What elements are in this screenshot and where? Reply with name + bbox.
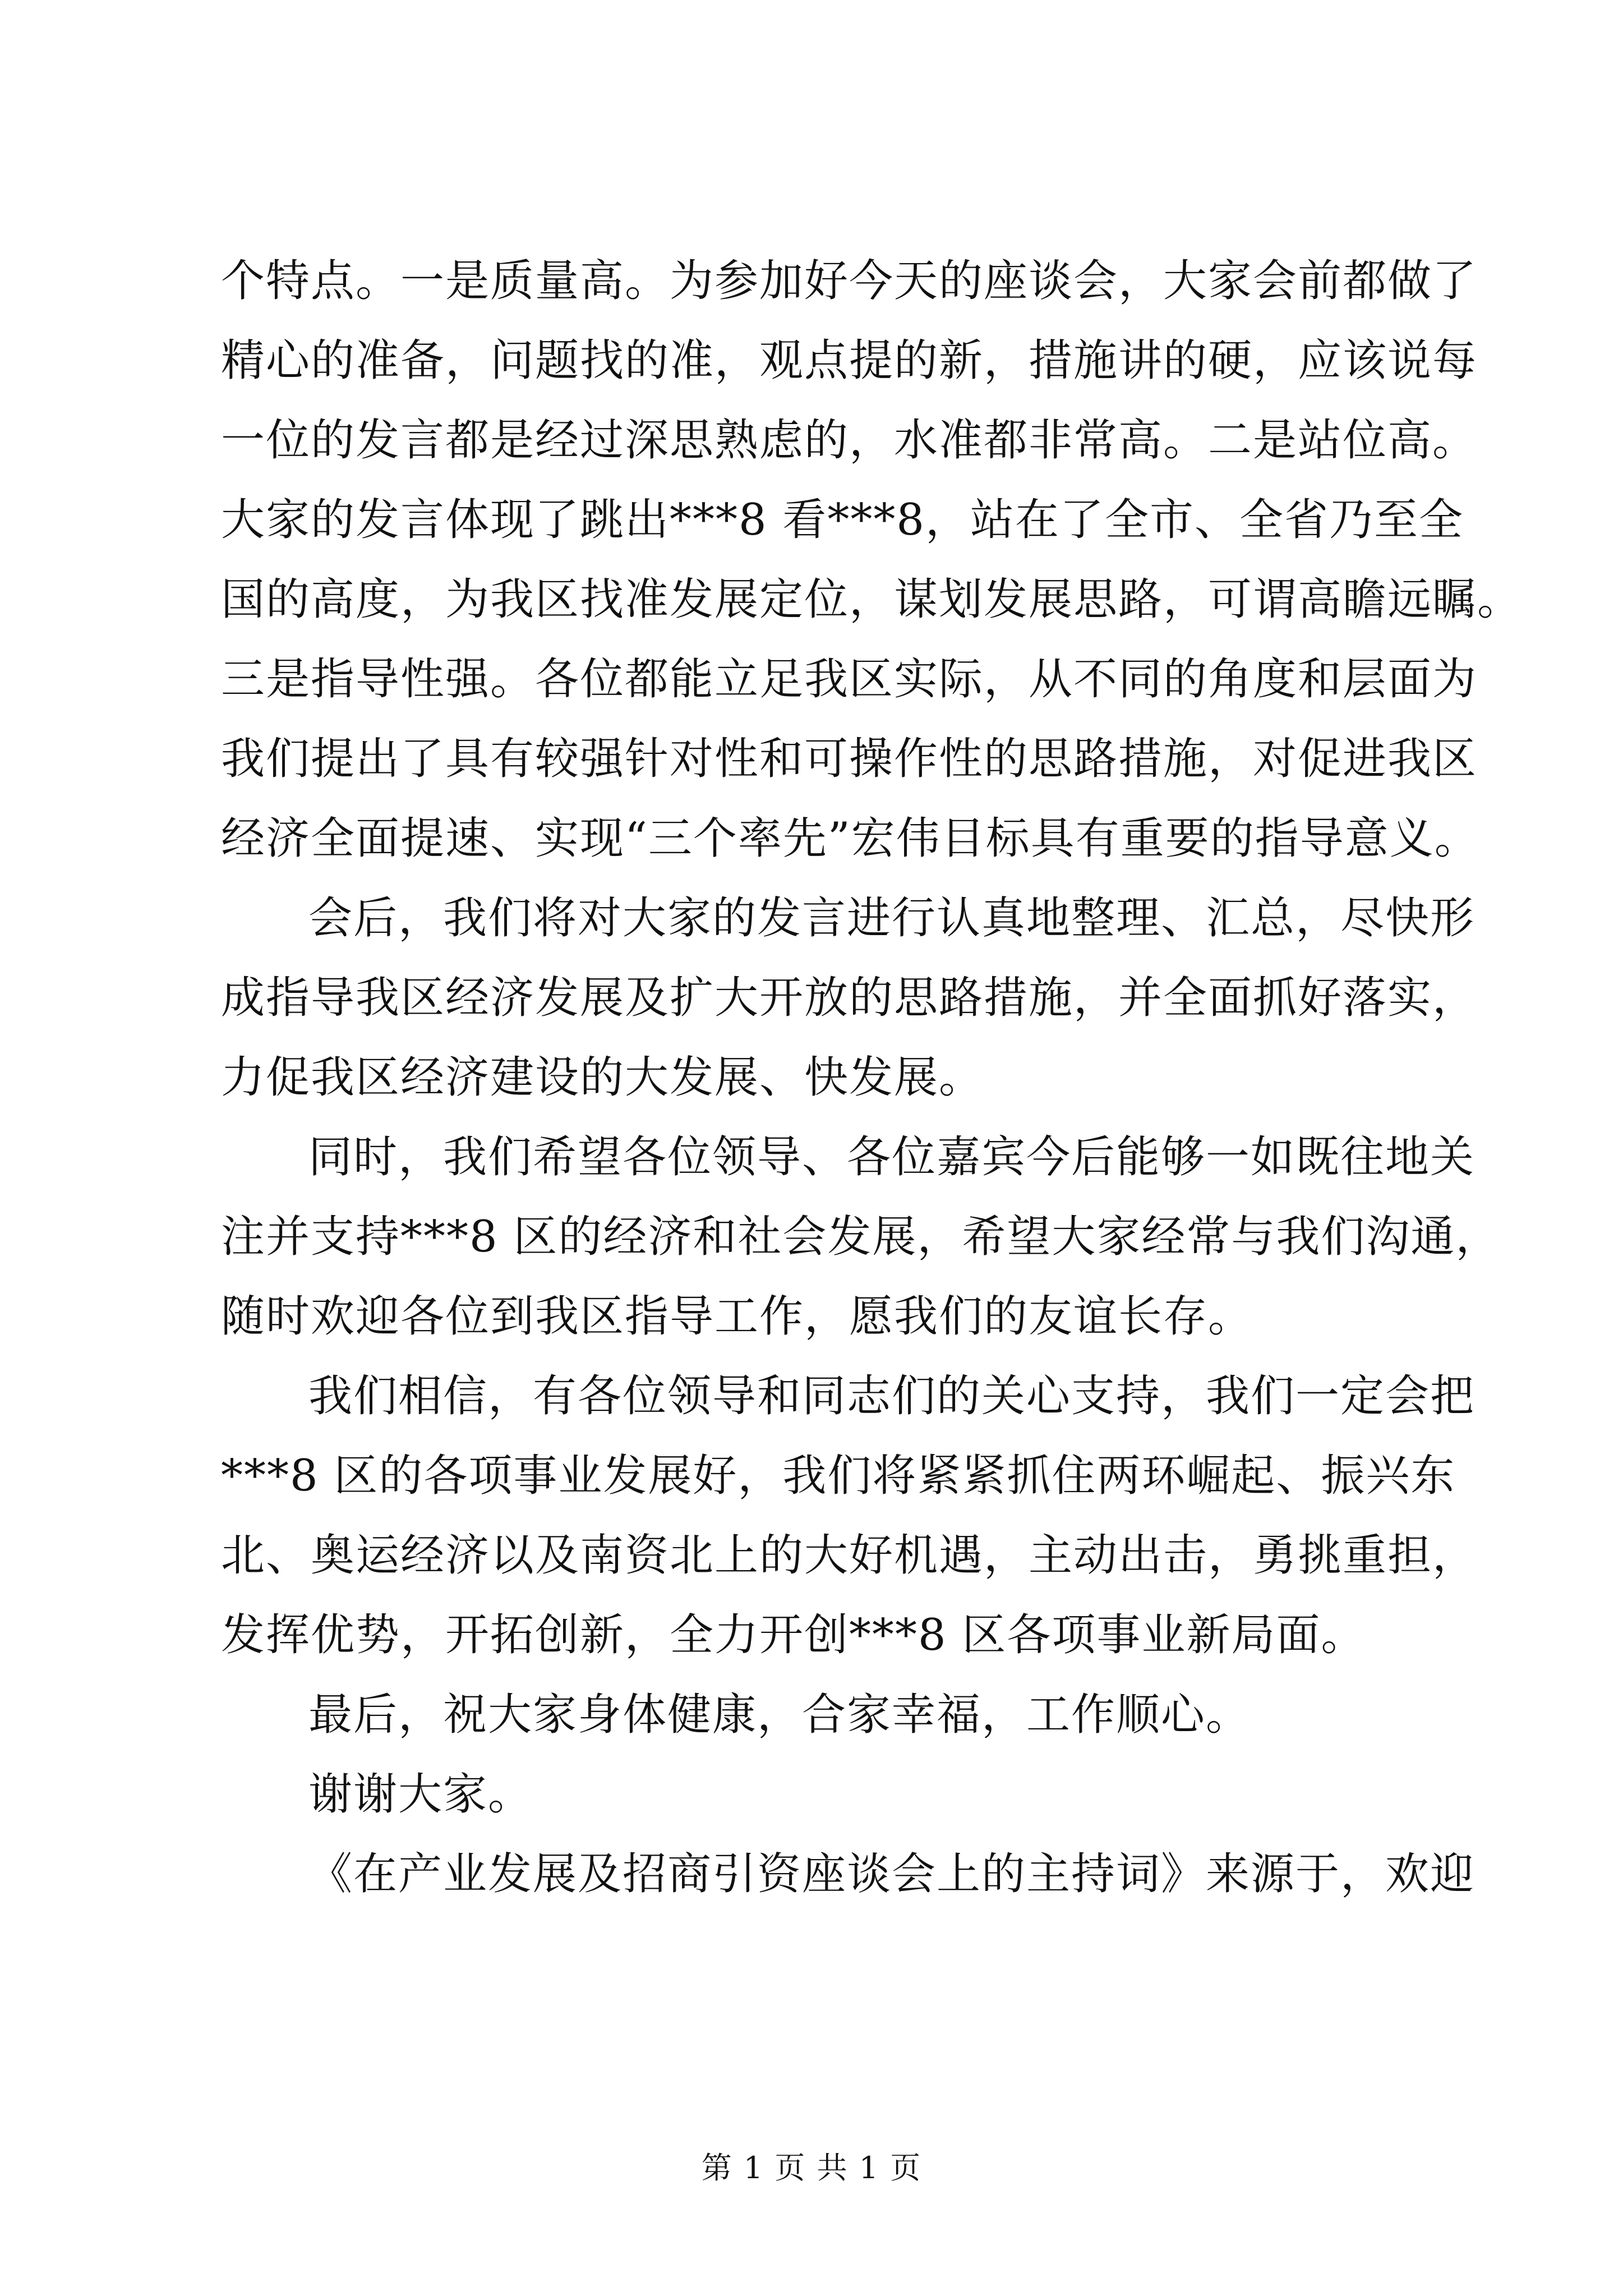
text-line: 经济全面提速、实现“三个率先”宏伟目标具有重要的指导意义。 xyxy=(221,813,1479,864)
paragraph-start-line: 同时，我们希望各位领导、各位嘉宾今后能够一如既往地关 xyxy=(308,1132,1476,1182)
text-line: 注并支持***8 区的经济和社会发展，希望大家经常与我们沟通， xyxy=(221,1212,1501,1262)
text-line: 我们提出了具有较强针对性和可操作性的思路措施，对促进我区 xyxy=(221,734,1478,784)
text-line: 力促我区经济建设的大发展、快发展。 xyxy=(221,1052,984,1103)
text-line: 三是指导性强。各位都能立足我区实际，从不同的角度和层面为 xyxy=(221,654,1478,705)
text-line: 随时欢迎各位到我区指导工作，愿我们的友谊长存。 xyxy=(221,1291,1253,1342)
text-line: 发挥优势，开拓创新，全力开创***8 区各项事业新局面。 xyxy=(221,1610,1366,1660)
text-line: 精心的准备，问题找的准，观点提的新，措施讲的硬，应该说每 xyxy=(221,335,1478,386)
paragraph-start-line: 《在产业发展及招商引资座谈会上的主持词》来源于，欢迎 xyxy=(308,1849,1476,1899)
paragraph-start-line: 会后，我们将对大家的发言进行认真地整理、汇总，尽快形 xyxy=(308,893,1476,944)
text-line: 成指导我区经济发展及扩大开放的思路措施，并全面抓好落实， xyxy=(221,973,1478,1023)
paragraph-start-line: 谢谢大家。 xyxy=(308,1769,533,1820)
text-line: 大家的发言体现了跳出***8 看***8，站在了全市、全省乃至全 xyxy=(221,495,1464,545)
text-line: 一位的发言都是经过深思熟虑的，水准都非常高。二是站位高。 xyxy=(221,415,1478,466)
paragraph-start-line: 最后，祝大家身体健康，合家幸福，工作顺心。 xyxy=(308,1690,1251,1740)
text-line: ***8 区的各项事业发展好，我们将紧紧抓住两环崛起、振兴东 xyxy=(221,1451,1456,1501)
text-line: 个特点。一是质量高。为参加好今天的座谈会，大家会前都做了 xyxy=(221,256,1478,306)
text-line: 北、奥运经济以及南资北上的大好机遇，主动出击，勇挑重担， xyxy=(221,1530,1478,1581)
text-line: 国的高度，为我区找准发展定位，谋划发展思路，可谓高瞻远瞩。 xyxy=(221,574,1523,625)
document-body xyxy=(221,241,1523,1914)
paragraph-start-line: 我们相信，有各位领导和同志们的关心支持，我们一定会把 xyxy=(308,1371,1476,1421)
page-number-footer: 第 1 页 共 1 页 xyxy=(701,2150,922,2185)
